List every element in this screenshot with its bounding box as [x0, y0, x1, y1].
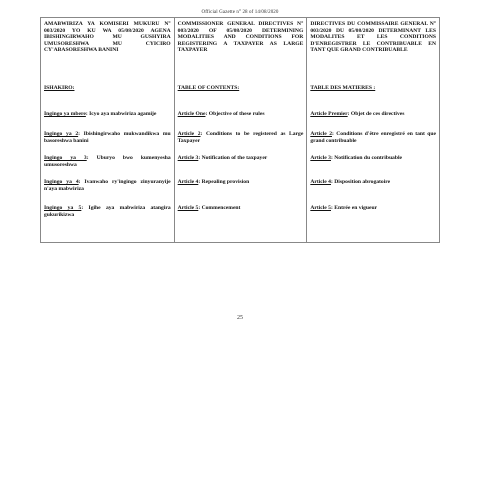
trilingual-table [40, 17, 440, 243]
toc-entry [44, 205, 171, 218]
column-title: DIRECTIVES DU COMMISSAIRE GENERAL N° 003/2020 DU 05/08/2020 DETERMINANT LES MODALITES ET LES CONDITIONS D'ENREGISTRER LE CONTRIBUABLE EN TANT QUE GRAND CONTRIBUABLE [310, 21, 436, 54]
toc-entry-label: Article 4 [177, 179, 199, 185]
page-number: 25 [237, 315, 243, 321]
toc-entry-text: : Notification of the taxpayer [198, 155, 268, 161]
toc-entry-label: Ingingo ya mbere [44, 111, 86, 117]
toc-entry-text: : Disposition abrogatoire [330, 179, 391, 185]
toc-entry-label: Article One [177, 111, 206, 117]
toc-entry-text: : Objective of these rules [205, 111, 265, 117]
toc-entry-label: Article 5 [177, 205, 199, 211]
toc-entry-text: : Uburyo bwo kumenyesha umusoreshwa [44, 155, 171, 168]
toc-heading: ISHAKIRO: [44, 85, 75, 91]
column-title: COMMISSIONER GENERAL DIRECTIVES N° 003/2020 OF 05/08/2020 DETERMINING MODALITIES AND CONDITIONS FOR REGISTERING A TAXPAYER AS LARGE TAXPAYER [177, 21, 304, 54]
toc-entry-text: : Ibishingirwaho mukwandikwa mu basoreshwa banini [44, 131, 171, 144]
toc-entry-text: : Conditions to be registered as Large Taxpayer [177, 131, 304, 144]
toc-entry-label: Article 5 [310, 205, 331, 211]
toc-heading: TABLE DES MATIERES : [310, 85, 376, 91]
column-french [306, 18, 439, 242]
toc-entry [178, 111, 304, 131]
toc-entry [178, 205, 304, 212]
toc-entry-label: Ingingo ya 2 [44, 131, 79, 137]
toc-entry-text: : Conditions d'être enregistré en tant que grand contribuable [310, 131, 437, 144]
toc-entry [44, 179, 171, 205]
toc-entry [178, 131, 304, 155]
toc-entry-text: : Icyo aya mabwiriza agamije [85, 111, 157, 117]
toc-entry [44, 111, 171, 131]
toc-entry [44, 155, 171, 179]
toc-entry [44, 131, 171, 155]
toc-entry-label: Article 3 [310, 155, 331, 161]
toc-entry-label: Ingingo ya 3 [44, 155, 87, 161]
column-kinyarwanda [41, 18, 174, 242]
toc-entry-text: : Commencement [198, 205, 241, 211]
toc-entry [310, 131, 436, 155]
toc-entry [310, 155, 436, 179]
toc-entry [178, 179, 304, 205]
toc-entry-text: : Notification du contribuable [330, 155, 402, 161]
toc-entry-label: Article 2 [177, 131, 201, 137]
toc-entry-text: : Entrée en vigueur [330, 205, 378, 211]
toc-entry-text: : Repealing provision [198, 179, 250, 185]
toc-entry-label: Article 2 [310, 131, 332, 137]
toc-entry-label: Article 3 [177, 155, 199, 161]
toc-entry-label: Article Premier [310, 111, 348, 117]
gazette-header: Official Gazette n° 28 of 14/08/2020 [201, 10, 279, 15]
toc-entry [178, 155, 304, 179]
toc-entry [310, 205, 436, 212]
toc-heading: TABLE OF CONTENTS: [177, 85, 240, 91]
toc-entry [310, 179, 436, 205]
toc-entry-text: : Igihe aya mabwiriza atangira gukurikizwa [44, 205, 171, 218]
toc-entry-text: : Objet de ces directives [347, 111, 405, 117]
toc-entry-label: Article 4 [310, 179, 331, 185]
toc-entry [310, 111, 436, 131]
column-english [174, 18, 307, 242]
toc-entry-label: Ingingo ya 4 [44, 179, 79, 185]
toc-entry-label: Ingingo ya 5 [44, 205, 82, 211]
column-title: AMABWIRIZA YA KOMISERI MUKURU N° 003/2020 YO KU WA 05/08/2020 AGENA IBISHINGIRWAHO MU GUSHYIRA UMUSORESHWA MU CYICIRO CY'ABASORESHWA BANINI [44, 21, 171, 54]
toc-entry-text: : Ivanwaho ry'ingingo zinyuranyije n'aya mabwiriza [44, 179, 171, 192]
